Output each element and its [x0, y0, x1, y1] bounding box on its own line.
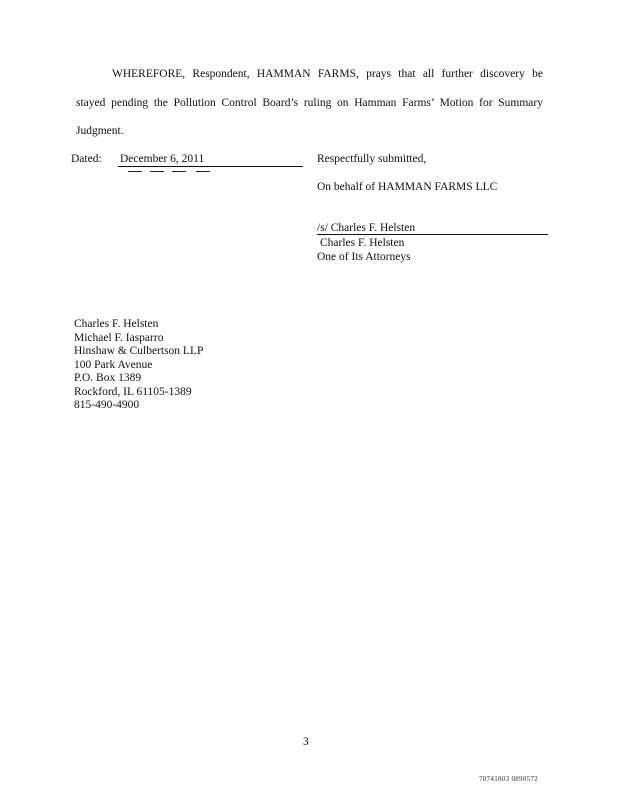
dated-rule [118, 166, 303, 167]
scan-mark [172, 171, 186, 172]
address-line: Michael F. Iasparro [74, 331, 164, 344]
address-line: P.O. Box 1389 [74, 372, 142, 384]
scan-mark [150, 171, 164, 172]
signature-rule [317, 234, 548, 235]
address-line: Rockford, IL 61105-1389 [74, 385, 192, 398]
electronic-signature: /s/ Charles F. Helsten [317, 222, 416, 234]
address-line: 815-490-4900 [74, 399, 140, 411]
body-line-3: Judgment. [76, 125, 124, 137]
body-line-1: WHEREFORE, Respondent, HAMMAN FARMS, prays that all further discovery be [112, 68, 543, 80]
signer-title: One of Its Attorneys [317, 251, 411, 263]
document-id: 70741803 0890572 [479, 775, 539, 783]
address-line: 100 Park Avenue [74, 358, 153, 371]
scan-mark [196, 171, 210, 172]
on-behalf-text: On behalf of HAMMAN FARMS LLC [317, 181, 498, 193]
address-line: Hinshaw & Culbertson LLP [74, 345, 204, 357]
closing-text: Respectfully submitted, [317, 153, 427, 165]
scan-mark [128, 171, 142, 172]
page-number: 3 [303, 736, 309, 748]
dated-value: December 6, 2011 [120, 153, 205, 165]
signer-name: Charles F. Helsten [320, 237, 405, 249]
body-line-2: stayed pending the Pollution Control Board’s ruling on Hamman Farms’ Motion for Summary [76, 97, 543, 109]
address-block [74, 318, 203, 413]
dated-label: Dated: [71, 153, 102, 165]
address-line: Charles F. Helsten [74, 318, 159, 330]
